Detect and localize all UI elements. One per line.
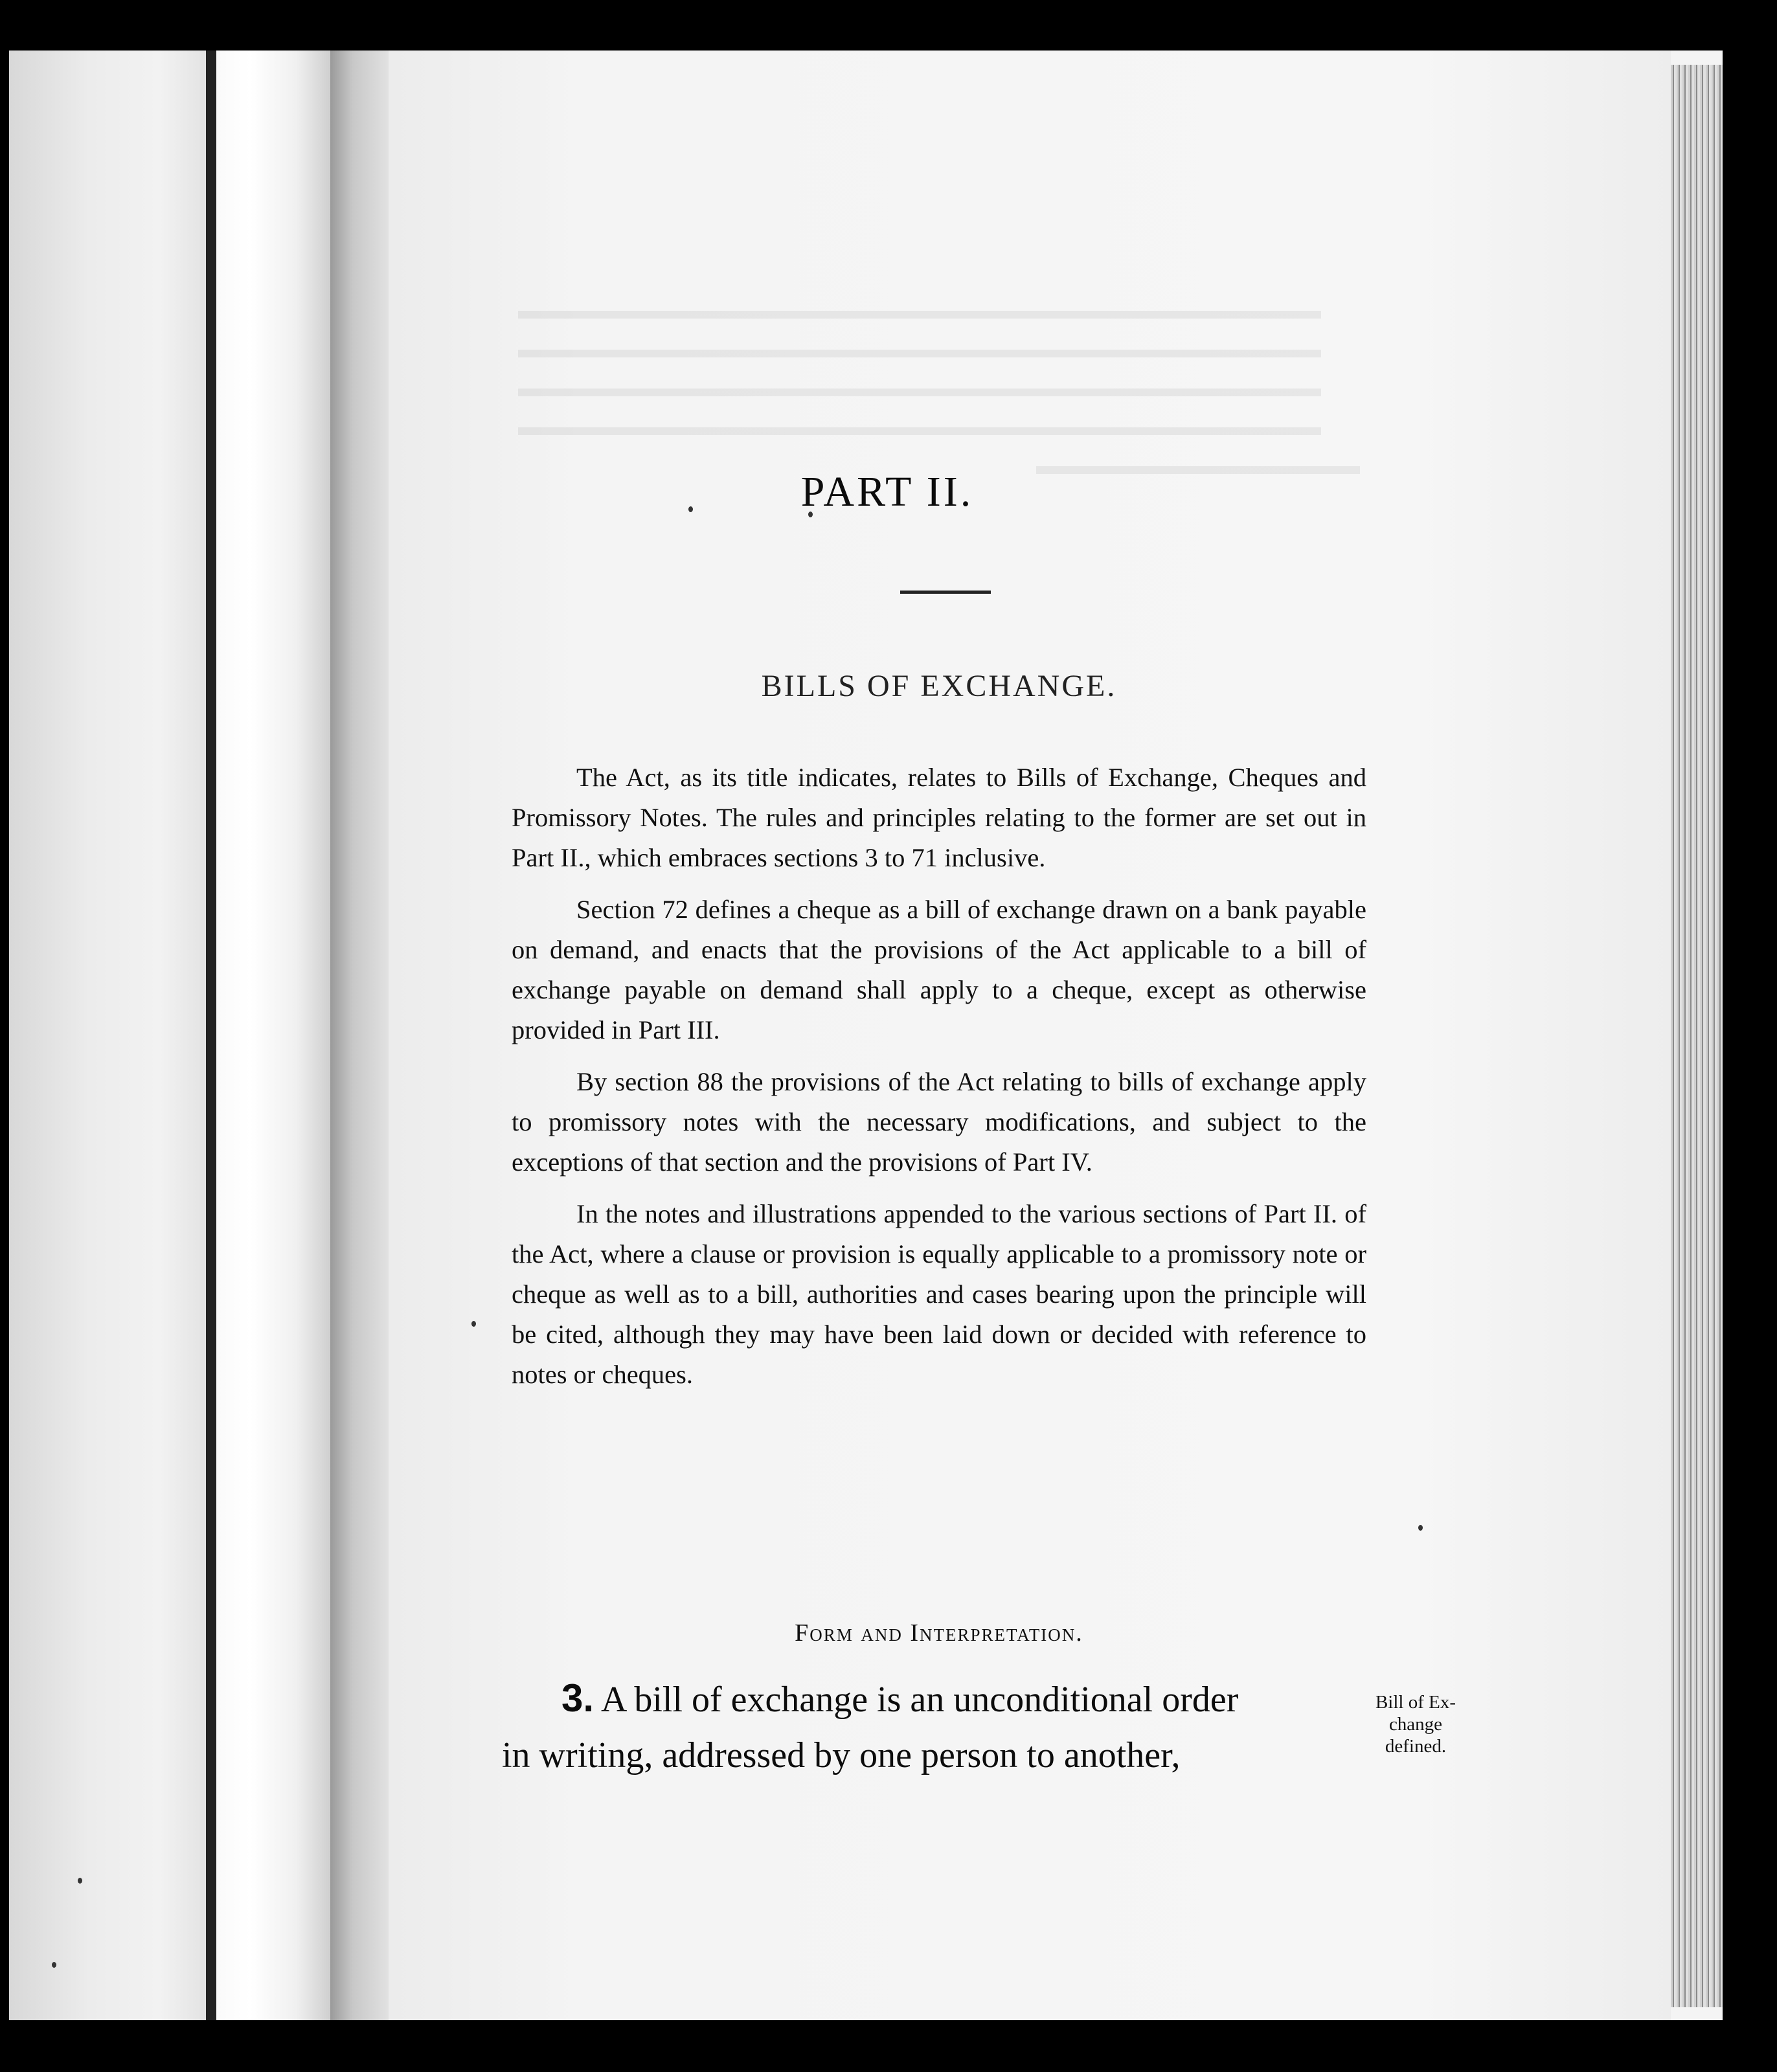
subheading: Form and Interpretation. [795,1619,1083,1647]
heading-rule [900,591,991,594]
margin-note-line: defined. [1385,1736,1447,1757]
margin-note [1351,1691,1480,1757]
part-heading: PART II. [800,468,974,515]
binding-edge [206,51,216,2020]
section-heading: BILLS OF EXCHANGE. [761,669,1117,703]
scan-border-bottom [0,2020,1777,2072]
show-through [518,311,1321,319]
paragraph: In the notes and illustrations appended to the various sections of Part II. of the Act, where a clause or provision is equally applicable to a promissory note or cheque as well as to a bill, authorities and cases bearing upon the principle will be cited, although they may have been laid down or decided with reference to notes or cheques. [512,1199,1366,1389]
scan-border-left [0,0,9,2072]
margin-note-line: change [1388,1714,1443,1735]
margin-note-line: Bill of Ex- [1375,1692,1456,1713]
section-number: 3. [561,1676,594,1720]
previous-page-strip [9,51,210,2020]
paragraph: The Act, as its title indicates, relates to Bills of Exchange, Cheques and Promissory Notes. The rules and principles relating to the former are set out in Part II., which embraces sections 3 to 71 inclusive. [512,763,1366,872]
body-text [512,758,1366,1406]
show-through [518,427,1321,435]
page-stack-edge [1671,65,1723,2007]
section-3-text [502,1671,1350,1783]
section-line: in writing, addressed by one person to another, [502,1735,1181,1775]
gutter-shadow [330,51,395,2020]
ink-speck [471,1321,476,1327]
page-fold [216,51,330,2020]
ink-speck [1418,1525,1423,1531]
ink-speck [52,1962,56,1968]
scan-border-top [0,0,1777,51]
section-line [502,1671,1350,1728]
paragraph: By section 88 the provisions of the Act relating to bills of exchange apply to promissory notes with the necessary modifications, and subject to the exceptions of that section and the provisions of Part IV. [512,1067,1366,1177]
paragraph: Section 72 defines a cheque as a bill of exchange drawn on a bank payable on demand, and enacts that the provisions of the Act applicable to a bill of exchange payable on demand shall apply to a cheque, except as otherwise provided in Part III. [512,895,1366,1044]
scan-border-right [1723,0,1777,2072]
section-line-text: A bill of exchange is an unconditional order [600,1680,1239,1720]
show-through [518,350,1321,357]
ink-speck [78,1878,82,1884]
show-through [518,388,1321,396]
